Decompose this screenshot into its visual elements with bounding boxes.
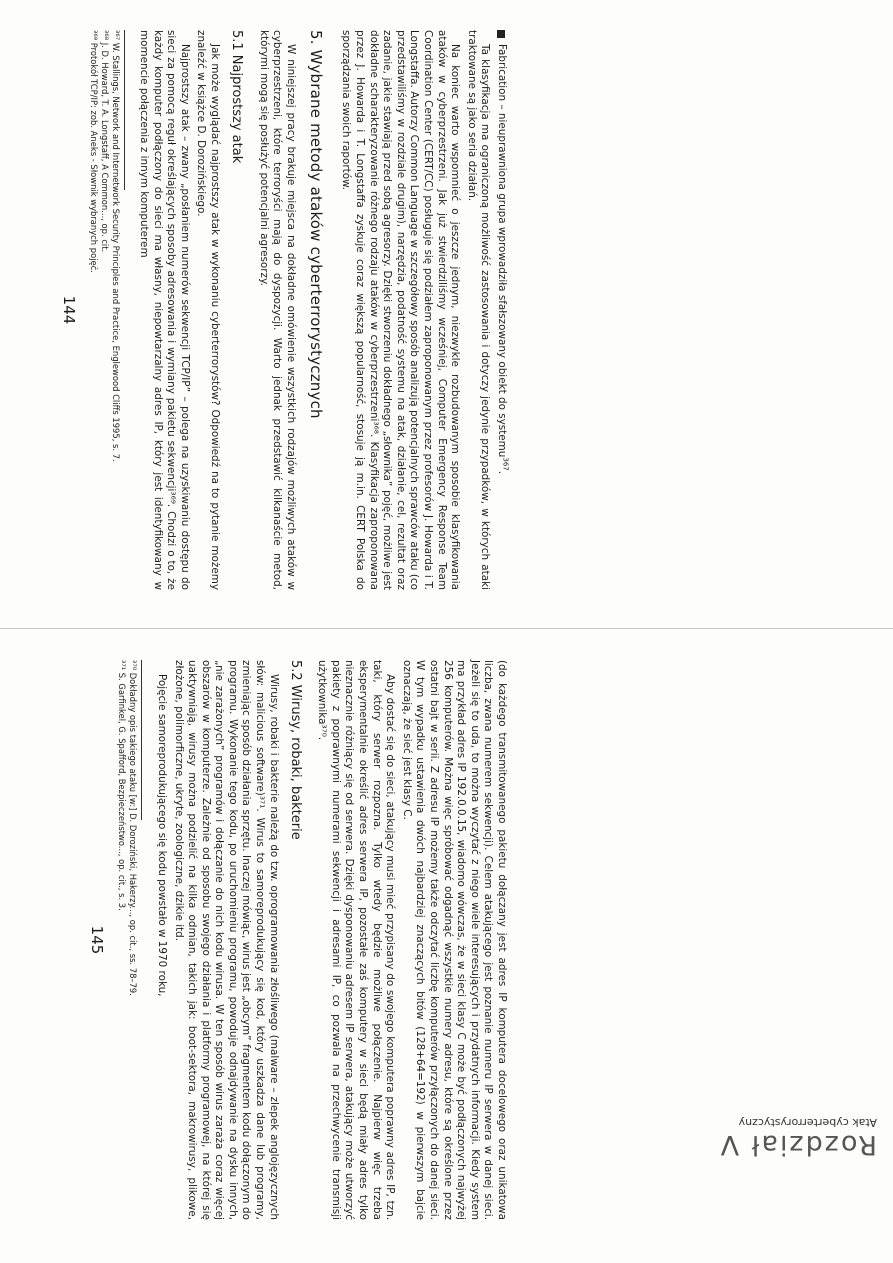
paragraph: Na koniec warto wspomnieć o jeszcze jednym, niezwykle rozbudowanym sposobie klasyfikowania ataków w cyberprzestrzeni. Jak już stwierdziliśmy wcześniej, Computer Emergency Response Team Coordination Center (CERT/CC) posługuje się podziałem zaproponowanym przez profesorów J. Howarda i T. Longstaffa. Autorzy Common Language w szczegółowy sposób analizują potencjalnych sprawców ataku (co przedstawiliśmy w rozdziale drugim), narzędzia, podatność systemu na atak, działanie, cel, rezultat oraz zadanie, jakie stawiają przed sobą agresorzy. Dzięki stworzeniu dokładnego „słownika” pojęć, możliwe jest dokładne scharakteryzowanie różnego rodzaju ataków w cyberprzestrzeni³⁶⁸. Klasyfikacja zaproponowana przez J. Howarda i T. Longstaffa zyskuje coraz większą popularność, stosuje ją m.in. CERT Polska do sporządzania swoich raportów. [340, 30, 462, 590]
section-heading: 5. Wybrane metody ataków cyberterrorystycznych [306, 30, 325, 419]
paragraph: Najprostszy atak – zwany „posłaniem numerów sekwencji TCP/IP” – polega na uzyskiwaniu dostępu do sieci za pomocą reguł określających sposoby adresowania i wymiany pakietu sekwencji³⁶⁹. Chodzi o to, że każdy komputer podłączony do sieci ma własny, niepowtarzalny adres IP, który jest identyfikowany w momencie połączenia z innym komputerem [138, 30, 191, 590]
paragraph: Pojęcie samoreprodukującego się kodu powstało w 1970 roku, [155, 674, 168, 997]
chapter-header [617, 1040, 877, 1160]
paragraph: Jak może wyglądać najprostszy atak w wykonaniu cyberterrorystów? Odpowiedź na to pytanie możemy znaleźć w książce D. Dorozińskiego. [195, 30, 222, 590]
paragraph: Wirusy, robaki i bakterie należą do tzw. oprogramowania złośliwego (malware – zlepek anglojęzycznych słów: malicious software)³⁷¹. Wirus to samoreprodukujący się kod, który uszkadza dane lub programy, zmieniając sposób działania sprzętu. Inaczej mówiąc, wirus jest „obcym” fragmentem kodu dołączonym do programu. Wykonanie tego kodu, po uruchomieniu programu, powoduje odnajdywanie na dysku innych, „nie zarażonych” programów i dołączanie do nich kodu wirusa. W ten sposób wirus zaraża coraz więcej obszarów w komputerze. Zależnie od sposobu swojego działania i platformy programowej, na której się uaktywniają, wirusy można podzielić na kilka odmian, takich jak: boot-sektora, makrowirusy, plikowe, złożone, polimorficzne, ukryte, zoologiczne, dzikie itd. [172, 660, 280, 1220]
bullet-item [491, 30, 508, 590]
footnote: ³⁶⁷ W. Stallings, Network and Internetwork Security Principles and Practice, Englewood Cliffs 1995, s. 7. [110, 30, 121, 462]
paragraph: (do każdego transmitowanego pakietu dołączany jest adres IP komputera docelowego oraz unikatowa liczba, zwana numerem sekwencji). Celem atakującego jest poznanie numeru IP serwera w danej sieci. Jeżeli się to uda, to można wyczytać z niego wiele interesujących i przydatnych informacji. Kiedy system ma przykład adres IP 192.0.0.15, wiadomo wówczas, że w sieci klasy C może być podłączonych najwyżej 256 komputerów. Można więc spróbować odgadnąć wszystkie numery adresu, które są określone przez ostatni bajt w serii. Z adresu IP możemy także odczytać liczbę komputerów przyłączonych do danej sieci. W tym wypadku ustawienia dwóch najbardziej znaczących bitów (128+64=192) w pierwszym bajcie oznaczają, że sieć jest klasy C. [400, 660, 508, 1220]
paragraph: W niniejszej pracy brakuje miejsca na dokładne omówienie wszystkich rodzajów możliwych ataków w cyberprzestrzeni, które terroryści mają do dyspozycji. Warto jednak przedstawić kilkanaście metod, którymi mogą się posłużyć potencjalni agresorzy. [257, 30, 297, 590]
chapter-subtitle: Atak cyberterrorystyczny [738, 1116, 877, 1129]
footnote: ³⁶⁸ J. D. Howard, T. A. Longstaff, A Common..., op. cit. [99, 30, 110, 253]
footnotes [116, 660, 142, 996]
footnote: ³⁶⁹ Protokół TCP/IP: zob. Aneks - Słownik wybranych pojęć. [88, 30, 99, 273]
chapter-title: Rozdział V [718, 1129, 877, 1160]
footnotes [88, 30, 125, 462]
subsection-heading: 5.1 Najprostszy atak [229, 30, 245, 164]
subsection-heading: 5.2 Wirusy, robaki, bakterie [287, 660, 303, 840]
page-divider [0, 628, 893, 629]
bullet-text: Fabrication – nieuprawniona grupa wprowadziła sfałszowany obiekt do systemu$^{367}$. [496, 44, 510, 475]
square-bullet-icon [497, 30, 505, 38]
paragraph: Aby dostać się do sieci, atakujący musi mieć przypisany do swojego komputera poprawny adres IP, tzn. taki, który serwer rozpozna. Tylko wtedy będzie możliwe połączenie. Najpierw więc trzeba eksperymentalnie określić adres serwera IP, pozostałe zaś komputery w sieci będą miały adres tylko nieznacznie różniący się od serwera. Dzięki dysponowaniu adresem IP serwera, atakujący może utworzyć pakiety z poprawnymi numerami sekwencji i adresami IP, co pozwala na przechwycenie transmisji użytkownika³⁷⁰. [316, 660, 397, 1220]
page-144 [59, 30, 510, 590]
footnote: ³⁷¹ S. Garfinkel, G. Spafford, Bezpieczeństwo..., op. cit., s. 3. [117, 660, 128, 911]
page-number: 144 [59, 295, 78, 325]
page-145 [88, 660, 508, 1220]
paragraph: Ta klasyfikacja ma ograniczoną możliwość zastosowania i dotyczy jedynie przypadków, w których ataki traktowane są jako seria działań. [465, 30, 492, 590]
footnote: ³⁷⁰ Dokładny opis takiego ataku [w:] D. Doroziński, Hakerzy..., op. cit., ss. 78–79. [128, 660, 139, 996]
page-number: 145 [88, 925, 107, 955]
